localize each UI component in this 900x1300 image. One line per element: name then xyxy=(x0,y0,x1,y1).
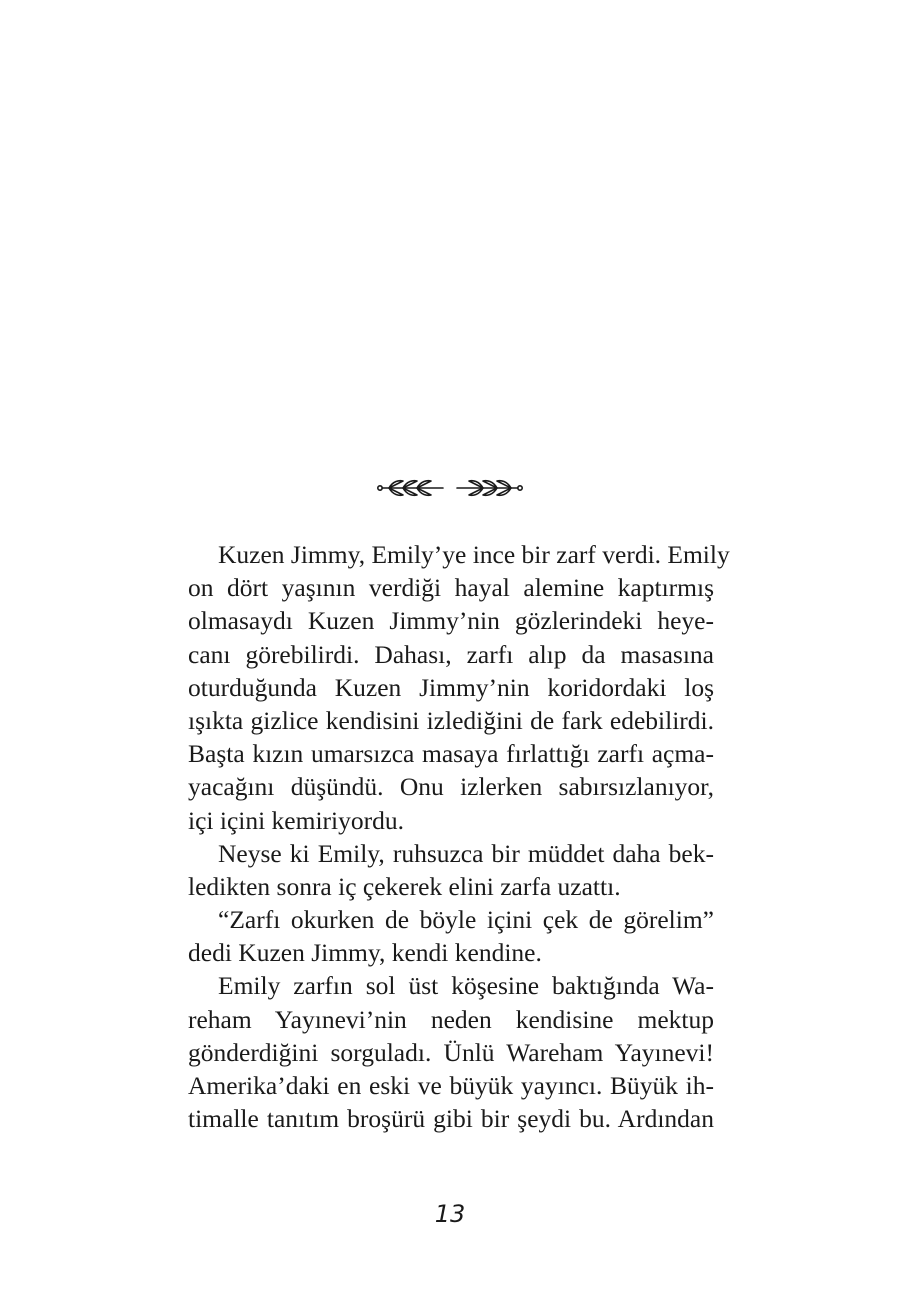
fleuron-divider-icon xyxy=(375,473,525,508)
text-line: Neyse ki Emily, ruhsuzca bir müddet daha bek- xyxy=(218,838,714,868)
paragraph xyxy=(188,969,714,1135)
text-line: oturduğunda Kuzen Jimmy’nin koridordaki loş xyxy=(188,672,714,702)
page-number: 13 xyxy=(434,1200,466,1228)
body-text xyxy=(188,538,730,1135)
text-line: ledikten sonra iç çekerek elini zarfa uzattı. xyxy=(188,871,621,901)
text-line: timalle tanıtım broşürü gibi bir şeydi bu. Ardından xyxy=(188,1104,714,1134)
text-line: Amerika’daki en eski ve büyük yayıncı. Büyük ih- xyxy=(188,1071,714,1100)
ornament-divider xyxy=(0,470,900,510)
text-line: gönderdiğini sorguladı. Ünlü Wareham Yayınevi! xyxy=(188,1037,714,1067)
paragraph xyxy=(188,837,714,903)
text-line: Emily zarfın sol üst köşesine baktığında Wa- xyxy=(218,971,714,1001)
text-line: Kuzen Jimmy, Emily’ye ince bir zarf verdi. Emily xyxy=(218,540,730,569)
text-line: Başta kızın umarsızca masaya fırlattığı zarfı açma- xyxy=(188,739,714,769)
text-line: canı görebilirdi. Dahası, zarfı alıp da masasına xyxy=(188,639,714,669)
text-line: yacağını düşündü. Onu izlerken sabırsızlanıyor, xyxy=(188,772,714,802)
paragraph xyxy=(188,538,730,837)
text-line: ışıkta gizlice kendisini izlediğini de fark edebilirdi. xyxy=(188,705,714,735)
text-line: olmasaydı Kuzen Jimmy’nin gözlerindeki heye- xyxy=(188,606,714,636)
text-line: dedi Kuzen Jimmy, kendi kendine. xyxy=(188,938,542,968)
text-line: on dört yaşının verdiği hayal alemine kaptırmış xyxy=(188,573,714,603)
text-line: içi içini kemiriyordu. xyxy=(188,805,404,835)
paragraph xyxy=(188,903,714,969)
text-line: “Zarfı okurken de böyle içini çek de görelim” xyxy=(218,905,714,935)
text-line: reham Yayınevi’nin neden kendisine mektup xyxy=(188,1004,714,1034)
